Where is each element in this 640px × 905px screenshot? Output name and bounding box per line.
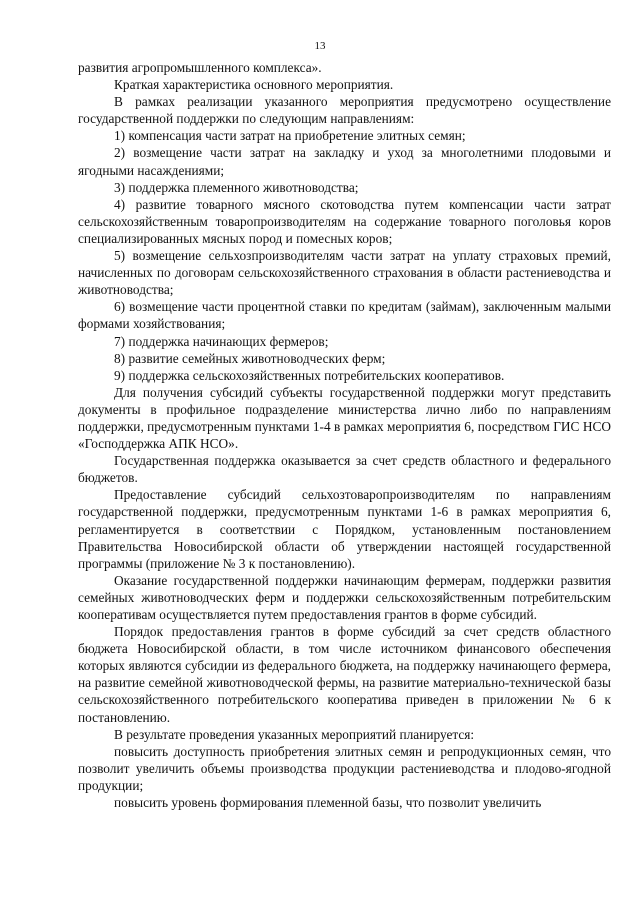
paragraph: 6) возмещение части процентной ставки по кредитам (займам), заключенным малыми формами хозяйствования;	[78, 299, 611, 332]
paragraph: развития агропромышленного комплекса».	[78, 60, 322, 75]
paragraph: 4) развитие товарного мясного скотоводства путем компенсации части затрат сельскохозяйственным товаропроизводителям на содержание товарного поголовья коров специализированных мясных пород и помесных коров;	[78, 196, 611, 246]
paragraph: 7) поддержка начинающих фермеров;	[114, 333, 329, 349]
paragraph: 9) поддержка сельскохозяйственных потребительских кооперативов.	[114, 367, 505, 383]
paragraph: 2) возмещение части затрат на закладку и уход за многолетними плодовыми и ягодными насаждениями;	[78, 145, 611, 178]
paragraph: Краткая характеристика основного мероприятия.	[114, 77, 394, 93]
paragraph: Государственная поддержка оказывается за счет средств областного и федерального бюджетов.	[78, 453, 611, 486]
paragraph: Для получения субсидий субъекты государственной поддержки могут представить документы в профильное подразделение министерства лично либо по направлениям поддержки, предусмотренным пунктами 1-4 в рамках мероприятия 6, посредством ГИС НСО «Господдержка АПК НСО».	[78, 384, 611, 452]
paragraph: Оказание государственной поддержки начинающим фермерам, поддержки развития семейных животноводческих ферм и поддержки сельскохозяйственным потребительским кооперативам осуществляется путем предоставления грантов в форме субсидий.	[78, 572, 611, 622]
paragraph: Предоставление субсидий сельхозтоваропроизводителям по направлениям государственной поддержки, предусмотренным пунктами 1-6 в рамках мероприятия 6, регламентируется в соответствии с Порядком, установленным постановлением Правительства Новосибирской области об утверждении настоящей государственной программы (приложение № 3 к постановлению).	[78, 487, 611, 571]
paragraph: 1) компенсация части затрат на приобретение элитных семян;	[114, 128, 466, 144]
paragraph: 3) поддержка племенного животноводства;	[114, 179, 359, 195]
document-body	[78, 59, 611, 811]
paragraph: Порядок предоставления грантов в форме субсидий за счет средств областного бюджета Новосибирской области, в том числе источником финансового обеспечения которых являются субсидии из федерального бюджета, на поддержку начинающего фермера, на развитие семейной животноводческой фермы, на развитие материально-технической базы сельскохозяйственного потребительского кооператива приведен в приложении № 6 к постановлению.	[78, 624, 611, 725]
paragraph: В результате проведения указанных мероприятий планируется:	[114, 726, 475, 742]
paragraph: повысить доступность приобретения элитных семян и репродукционных семян, что позволит увеличить объемы производства продукции растениеводства и плодово-ягодной продукции;	[78, 743, 611, 793]
paragraph: повысить уровень формирования племенной базы, что позволит увеличить	[114, 795, 542, 811]
page-number: 13	[314, 40, 326, 52]
paragraph: В рамках реализации указанного мероприятия предусмотрено осуществление государственной поддержки по следующим направлениям:	[78, 94, 611, 127]
paragraph: 5) возмещение сельхозпроизводителям части затрат на уплату страховых премий, начисленных по договорам сельскохозяйственного страхования в области растениеводства и животноводства;	[78, 248, 611, 298]
paragraph: 8) развитие семейных животноводческих ферм;	[114, 350, 386, 366]
